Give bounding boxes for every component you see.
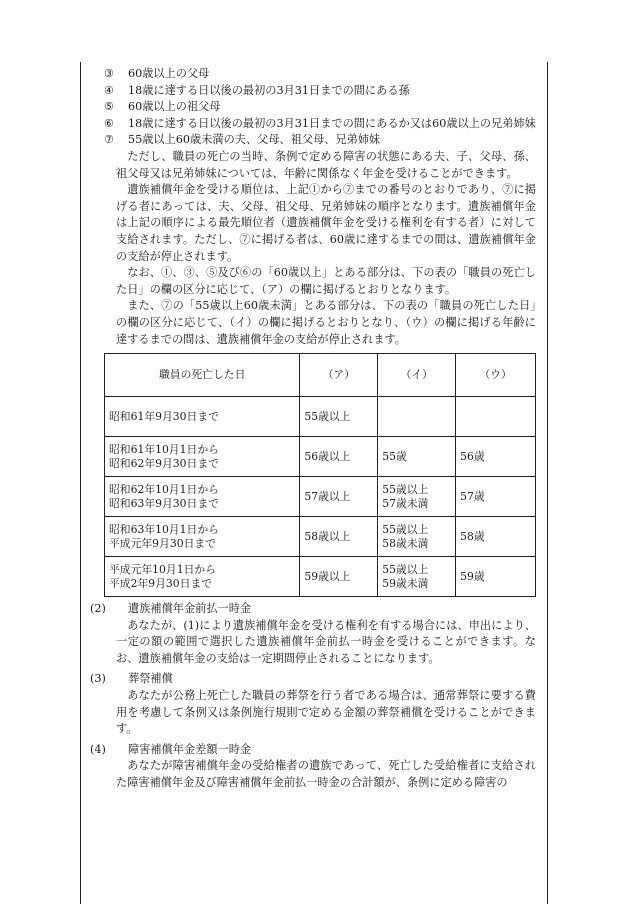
section-heading xyxy=(90,601,536,618)
paragraph: なお、①、③、⑤及び⑥の「60歳以上」とある部分は、下の表の「職員の死亡した日」の欄の区分に応じて、（ア）の欄に掲げるとおりとなります。 xyxy=(116,266,536,296)
cell-line: 57歳未満 xyxy=(382,496,429,510)
table-cell xyxy=(378,517,456,557)
table-cell xyxy=(378,397,456,437)
age-table xyxy=(104,353,536,597)
cell-line: 55歳以上 xyxy=(382,562,429,576)
list-item-text: 55歳以上60歳未満の夫、父母、祖父母、兄弟姉妹 xyxy=(128,133,381,147)
cell-line: 59歳未満 xyxy=(382,576,429,590)
section-body: あなたが、(1)により遺族補償年金を受ける権利を有する場合には、申出により、一定の額の範囲で選択した遺族補償年金前払一時金を受けることができます。なお、遺族補償年金の支給は一定期間停止されることになります。 xyxy=(116,618,536,665)
date-line: 平成元年10月1日から xyxy=(109,562,216,576)
table-cell xyxy=(378,477,456,517)
section-body: あなたが公務上死亡した職員の葬祭を行う者である場合は、通常葬祭に要する費用を考慮して条例又は条例施行規則で定める金額の葬祭補償を受けることができます。 xyxy=(116,689,536,736)
cell-line: 58歳未満 xyxy=(382,536,429,550)
list-item-number: ⑤ xyxy=(104,100,115,114)
date-line: 昭和62年10月1日から xyxy=(109,482,219,496)
section-title: 遺族補償年金前払一時金 xyxy=(128,602,252,616)
date-line: 昭和61年9月30日まで xyxy=(109,409,219,423)
date-line: 平成元年9月30日まで xyxy=(109,536,216,550)
table-cell-date xyxy=(105,477,300,517)
list-item-number: ③ xyxy=(104,67,115,80)
date-line: 昭和61年10月1日から xyxy=(109,442,219,456)
beneficiary-list xyxy=(104,66,536,149)
list-item-text: 60歳以上の父母 xyxy=(128,67,210,80)
table-row xyxy=(105,557,536,597)
section-title: 葬祭補償 xyxy=(128,672,173,686)
table-cell: 59歳以上 xyxy=(300,557,378,597)
list-item-number: ④ xyxy=(104,83,115,97)
table-cell-date xyxy=(105,437,300,477)
table-cell: 56歳以上 xyxy=(300,437,378,477)
table-cell: 57歳 xyxy=(456,477,536,517)
table-header-cell: （イ） xyxy=(378,354,456,397)
table-header-row xyxy=(105,354,536,397)
date-line: 昭和63年10月1日から xyxy=(109,522,219,536)
list-item-text: 18歳に達する日以後の最初の3月31日までの間にあるか又は60歳以上の兄弟姉妹 xyxy=(128,116,536,130)
table-cell: 58歳 xyxy=(456,517,536,557)
table-cell: 55歳以上 xyxy=(300,397,378,437)
table-header-cell: 職員の死亡した日 xyxy=(105,354,300,397)
list-item-number: ⑦ xyxy=(104,133,115,147)
list-item xyxy=(104,83,536,100)
section-2 xyxy=(90,601,536,667)
table-cell: 56歳 xyxy=(456,437,536,477)
list-item xyxy=(104,99,536,116)
table-cell: 57歳以上 xyxy=(300,477,378,517)
cell-line: 55歳以上 xyxy=(382,482,429,496)
table-cell-date xyxy=(105,397,300,437)
section-3 xyxy=(90,671,536,737)
section-number: (2) xyxy=(90,602,106,616)
date-line: 昭和62年9月30日まで xyxy=(109,456,219,470)
list-item xyxy=(104,116,536,133)
table-row xyxy=(105,517,536,557)
section-body: あなたが障害補償年金の受給権者の遺族であって、死亡した受給権者に支給された障害補償年金及び障害補償年金前払一時金の合計額が、条例に定める障害の xyxy=(116,759,536,790)
list-item-text: 60歳以上の祖父母 xyxy=(128,100,221,114)
document-content xyxy=(90,66,536,792)
table-cell: 58歳以上 xyxy=(300,517,378,557)
table-cell-date xyxy=(105,517,300,557)
table-cell: 55歳 xyxy=(378,437,456,477)
table-row xyxy=(105,397,536,437)
list-item xyxy=(104,66,536,83)
section-number: (4) xyxy=(90,742,106,756)
list-item-text: 18歳に達する日以後の最初の3月31日までの間にある孫 xyxy=(128,83,410,97)
section-number: (3) xyxy=(90,672,106,686)
section-heading xyxy=(90,742,536,759)
table-header-cell: （ア） xyxy=(300,354,378,397)
section-4 xyxy=(90,742,536,792)
paragraph: また、⑦の「55歳以上60歳未満」とある部分は、下の表の「職員の死亡した日」の欄の区分に応じて、（イ）の欄に掲げるとおりとなり、（ウ）の欄に掲げる年齢に達するまでの間は、遺族補償年金の支給が停止されます。 xyxy=(116,299,536,346)
cell-line: 55歳以上 xyxy=(382,522,429,536)
table-cell xyxy=(378,557,456,597)
date-line: 昭和63年9月30日まで xyxy=(109,496,219,510)
table-cell: 59歳 xyxy=(456,557,536,597)
paragraph: ただし、職員の死亡の当時、条例で定める障害の状態にある夫、子、父母、孫、祖父母又は兄弟姉妹については、年齢に関係なく年金を受けることができます。 xyxy=(116,149,536,180)
list-item xyxy=(104,132,536,149)
table-cell xyxy=(456,397,536,437)
section-title: 障害補償年金差額一時金 xyxy=(128,742,252,756)
table-row xyxy=(105,437,536,477)
section-heading xyxy=(90,671,536,688)
table-header-cell: （ウ） xyxy=(456,354,536,397)
date-line: 平成2年9月30日まで xyxy=(109,576,213,590)
table-row xyxy=(105,477,536,517)
table-cell-date xyxy=(105,557,300,597)
list-item-number: ⑥ xyxy=(104,116,115,130)
paragraph: 遺族補償年金を受ける順位は、上記①から⑦までの番号のとおりであり、⑦に掲げる者にあっては、夫、父母、祖父母、兄弟姉妹の順序となります。遺族補償年金は上記の順序による最先順位者（遺族補償年金を受ける権利を有する者）に対して支給されます。ただし、⑦に掲げる者は、60歳に達するまでの間は、遺族補償年金の支給が停止されます。 xyxy=(116,183,536,263)
